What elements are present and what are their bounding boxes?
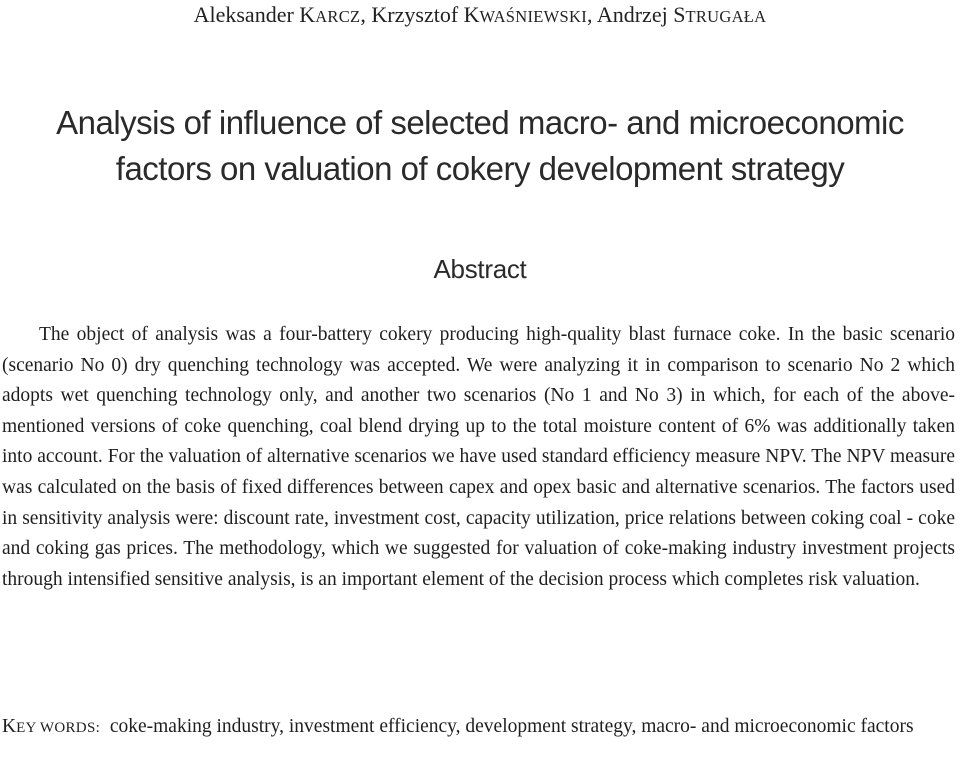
keywords-text: coke-making industry, investment efficiency, development strategy, macro- and microeconomic factors (109, 716, 914, 737)
paper-title (0, 100, 960, 192)
title-line-1: Analysis of influence of selected macro- and microeconomic (56, 104, 904, 141)
keywords-label: KEY WORDS: (2, 716, 101, 737)
author-3: Andrzej STRUGAŁA (596, 2, 767, 27)
author-list: Aleksander KARCZ, Krzysztof KWAŚNIEWSKI, Andrzej STRUGAŁA (193, 2, 767, 27)
abstract-body: The object of analysis was a four-battery cokery producing high-quality blast furnace coke. In the basic scenario (scenario No 0) dry quenching technology was accepted. We were analyzing it in comparison to scenario No 2 which adopts wet quenching technology only, and another two scenarios (No 1 and No 3) in which, for each of the above-mentioned versions of coke quenching, coal blend drying up to the total moisture content of 6% was additionally taken into account. For the valuation of alternative scenarios we have used standard efficiency measure NPV. The NPV measure was calculated on the basis of fixed differences between capex and opex basic and alternative scenarios. The factors used in sensitivity analysis were: discount rate, investment cost, capacity utilization, price relations between coking coal - coke and coking gas prices. The methodology, which we suggested for valuation of coke-making industry investment projects through intensified sensitive analysis, is an important element of the decision process which completes risk valuation. (2, 324, 955, 590)
author-2: Krzysztof KWAŚNIEWSKI (371, 2, 588, 27)
keywords-section (2, 712, 952, 743)
title-line-2: factors on valuation of cokery development strategy (115, 150, 845, 187)
author-1: Aleksander KARCZ (193, 2, 361, 27)
abstract-heading: Abstract (433, 254, 527, 284)
